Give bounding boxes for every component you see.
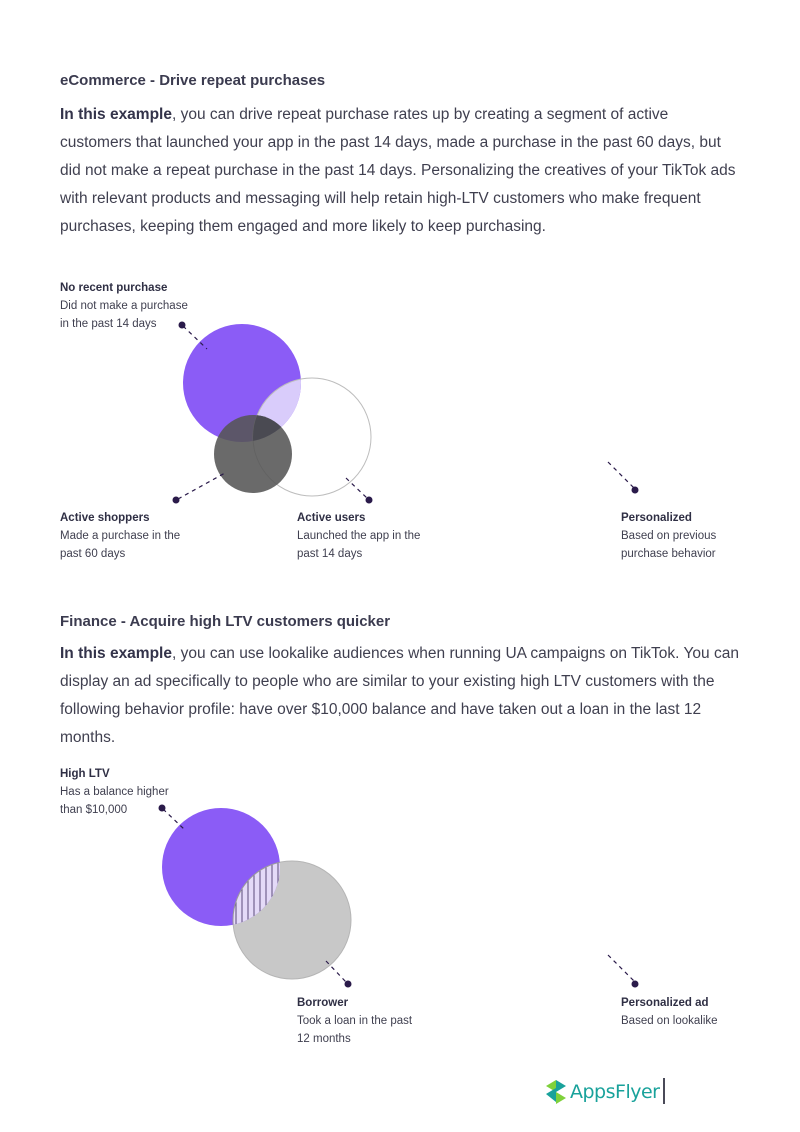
leader-personalized (608, 462, 634, 488)
appsflyer-mark-icon (542, 1072, 570, 1112)
leader-active-users (346, 478, 368, 499)
label-personalized-ad: Personalized ad Based on lookalike (621, 997, 718, 1027)
section-paragraph-finance (60, 640, 740, 752)
section-heading-finance: Finance - Acquire high LTV customers quicker (60, 613, 391, 630)
intro-bold: In this example (60, 106, 172, 123)
dot-active-shoppers (173, 497, 180, 504)
label-no-recent-purchase: No recent purchase Did not make a purchase in the past 14 days (60, 282, 188, 330)
dot-personalized-ad (632, 981, 639, 988)
label-high-ltv: High LTV Has a balance higher than $10,000 (60, 768, 169, 816)
section-heading-ecommerce: eCommerce - Drive repeat purchases (60, 72, 326, 89)
intro-bold: In this example (60, 645, 172, 662)
label-borrower: Borrower Took a loan in the past 12 months (297, 997, 413, 1045)
leader-active-shoppers (178, 473, 225, 499)
dot-personalized (632, 487, 639, 494)
dot-borrower (345, 981, 352, 988)
intro-text: , you can drive repeat purchase rates up by creating a segment of active customers that launched your app in the past 14 days, made a purchase in the past 60 days, but did not make a repeat purchase in the past 14 days. Personalizing the creatives of your TikTok ads with relevant products and messaging will help retain high-LTV customers who make frequent purchases, keeping them engaged and more likely to keep purchasing. (60, 106, 736, 235)
label-personalized: Personalized Based on previous purchase behavior (621, 512, 717, 560)
intro-text: , you can use lookalike audiences when running UA campaigns on TikTok. You can display an ad specifically to people who are similar to your existing high LTV customers with the following behavior profile: have over $10,000 balance and have taken out a loan in the last 12 months. (60, 645, 739, 746)
label-active-users: Active users Launched the app in the past 14 days (297, 512, 421, 560)
leader-personalized-ad (608, 955, 634, 981)
dot-active-users (366, 497, 373, 504)
appsflyer-logo (542, 1072, 682, 1112)
logo-wordmark: AppsFlyer (570, 1081, 660, 1103)
label-active-shoppers: Active shoppers Made a purchase in the past 60 days (60, 512, 181, 560)
logo-divider (663, 1078, 665, 1104)
